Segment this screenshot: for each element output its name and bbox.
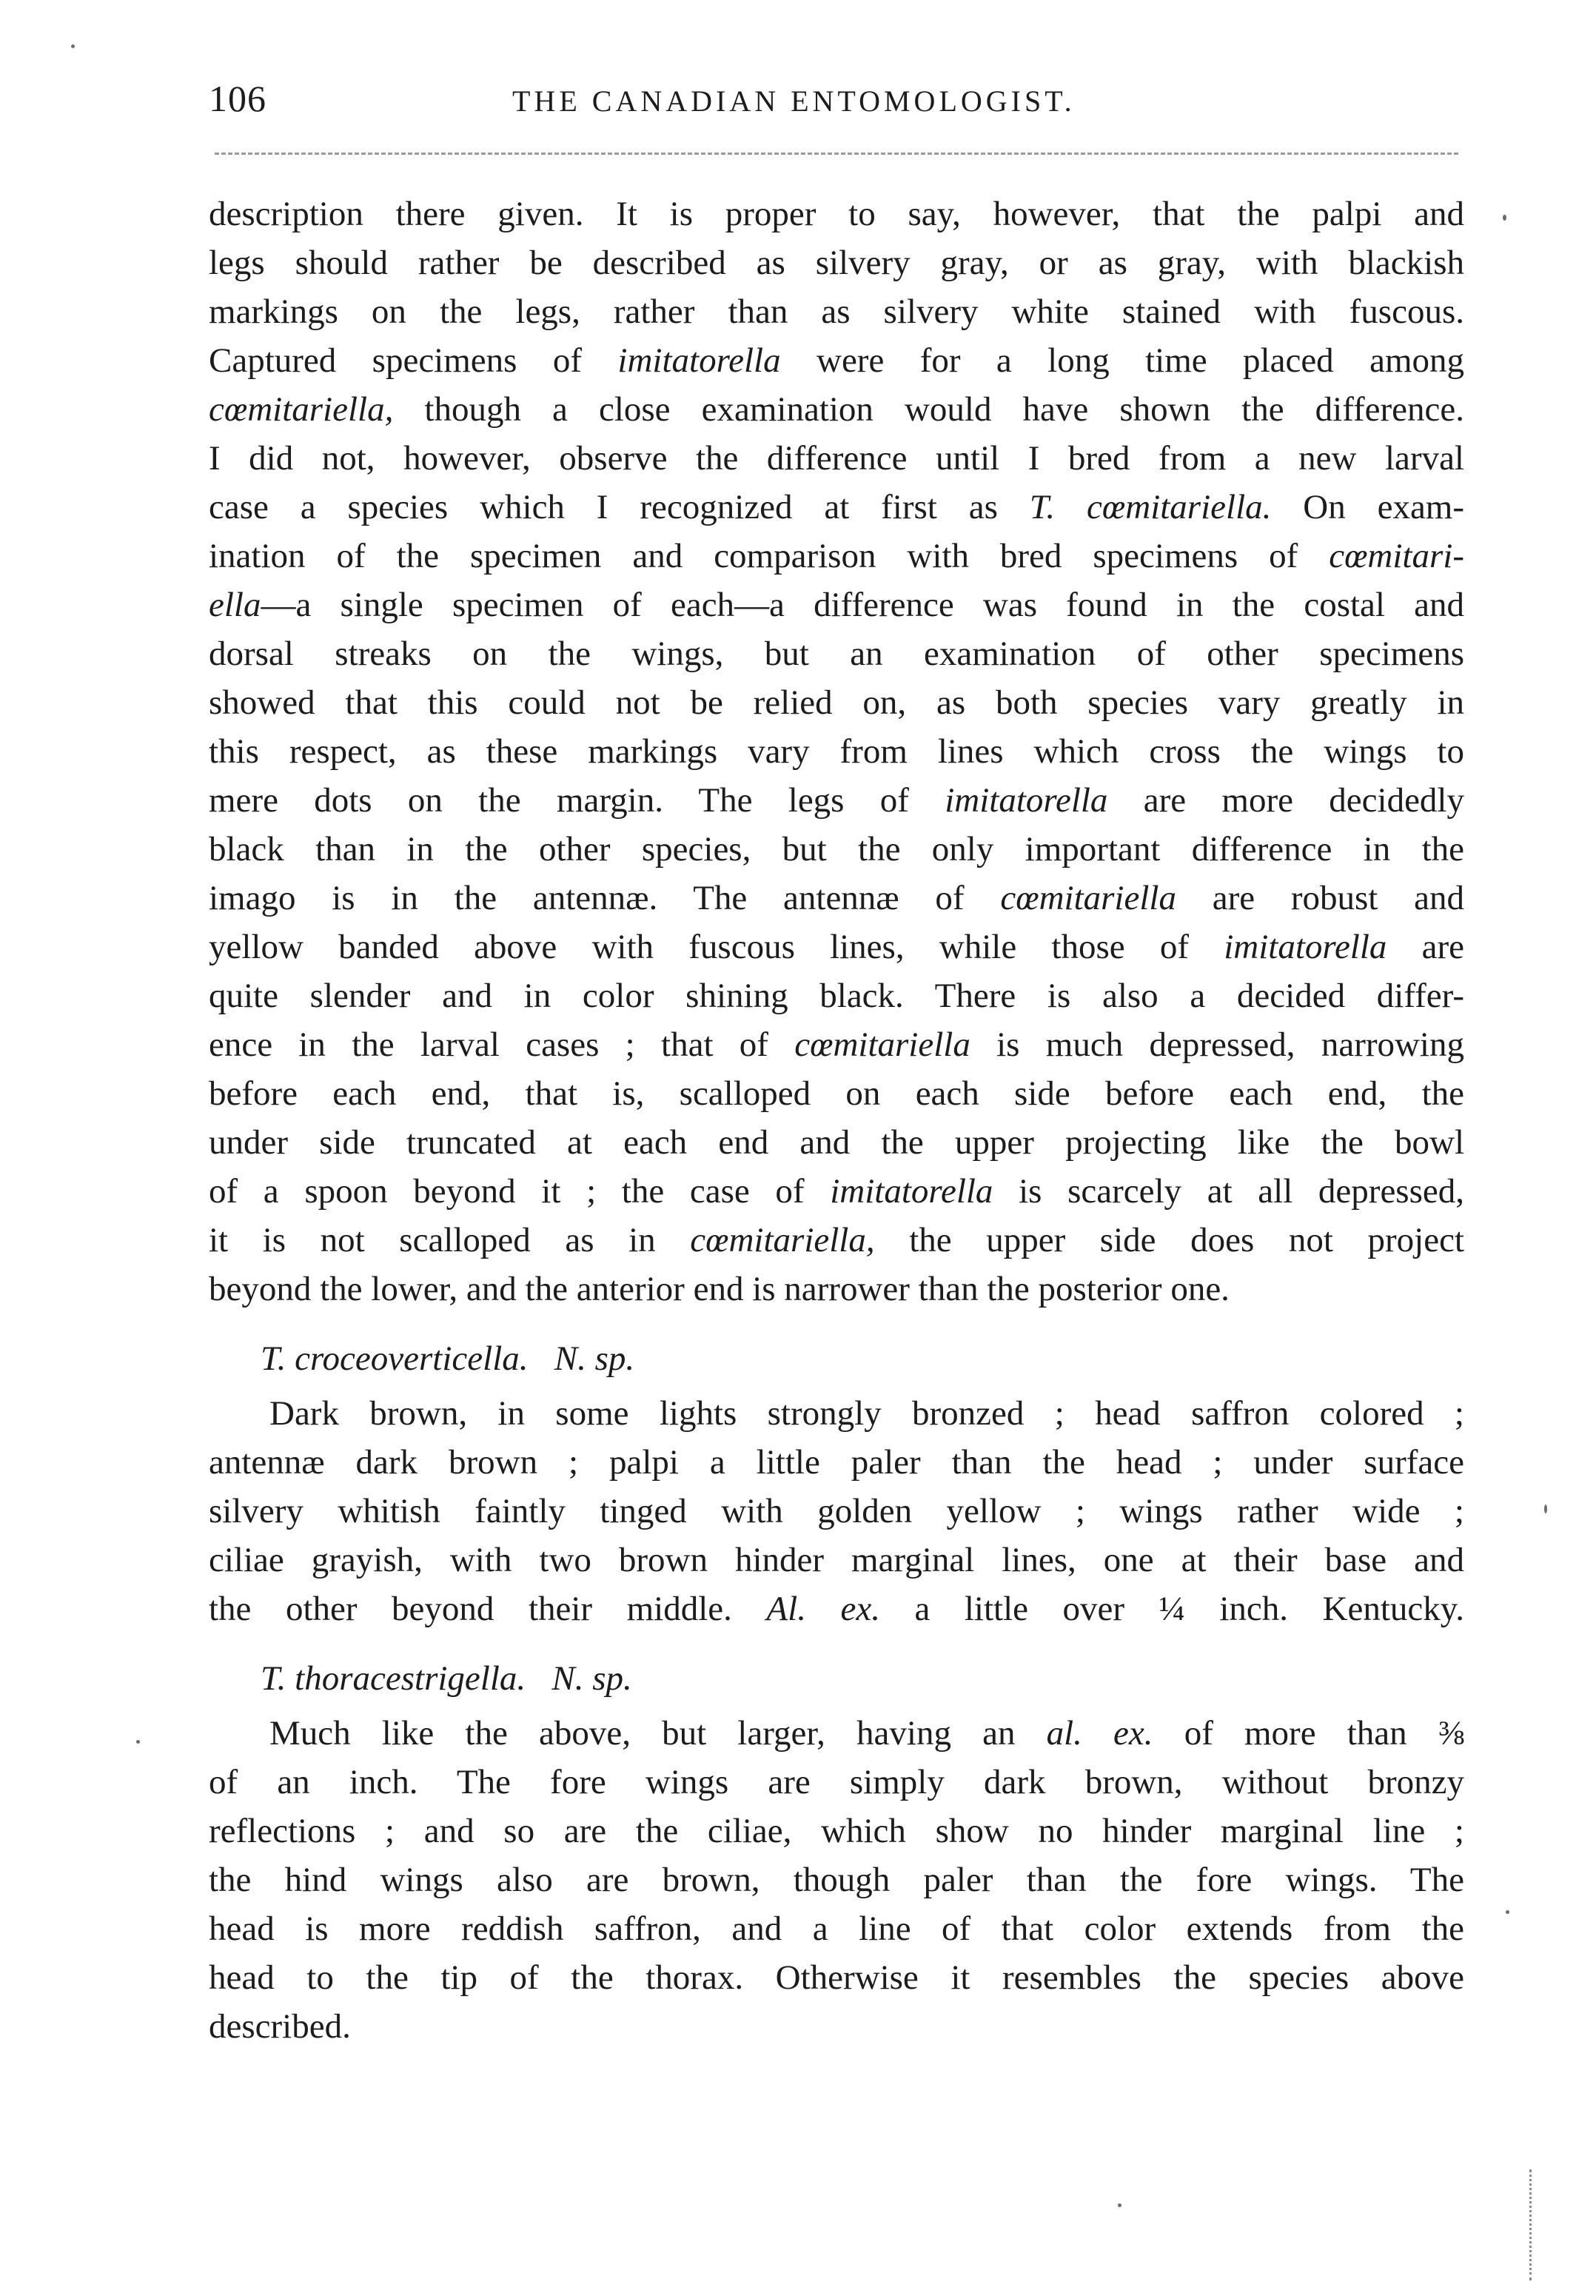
text-line: ination of the specimen and comparison with bred specimens of cœmitari- <box>209 537 1464 575</box>
species-name: imitatorella <box>617 341 781 380</box>
species-name: ella <box>209 586 261 624</box>
text-line: head is more reddish saffron, and a line of that color extends from the <box>209 1910 1464 1948</box>
scan-speck <box>1118 2203 1121 2207</box>
text-line: it is not scalloped as in cœmitariella, the upper side does not project <box>209 1221 1464 1259</box>
species-name: imitatorella <box>1224 928 1387 966</box>
section-gap <box>209 1633 1464 1654</box>
species-name: imitatorella <box>830 1172 993 1211</box>
species-name: cœmitariella, <box>209 390 394 429</box>
species-name: cœmitariella <box>1000 879 1176 917</box>
text-line: mere dots on the margin. The legs of imitatorella are more decidedly <box>209 781 1464 820</box>
body-text <box>209 190 1464 2051</box>
scan-speck <box>1506 1910 1509 1914</box>
text-line: quite slender and in color shining black. There is also a decided differ- <box>209 977 1464 1015</box>
text-line: Much like the above, but larger, having an al. ex. of more than ⅜ <box>269 1714 1465 1753</box>
text-line: showed that this could not be relied on, as both species vary greatly in <box>209 683 1464 722</box>
running-head <box>209 73 1464 124</box>
scan-speck <box>1544 1505 1547 1513</box>
species-heading-sp: N. sp. <box>554 1339 635 1378</box>
scan-speck <box>1503 215 1506 221</box>
text-line: dorsal streaks on the wings, but an examination of other specimens <box>209 635 1464 673</box>
text-line: black than in the other species, but the only important difference in the <box>209 830 1464 868</box>
text-line: beyond the lower, and the anterior end is narrower than the posterior one. <box>209 1270 1230 1308</box>
species-heading-sp: N. sp. <box>551 1659 632 1698</box>
species-name: cœmitariella, <box>690 1221 875 1259</box>
text-line: description there given. It is proper to say, however, that the palpi and <box>209 195 1464 233</box>
header-rule <box>215 153 1458 155</box>
species-name: imitatorella <box>945 781 1108 820</box>
text-line: under side truncated at each end and the upper projecting like the bowl <box>209 1123 1464 1162</box>
text-line: legs should rather be described as silvery gray, or as gray, with blackish <box>209 244 1464 282</box>
journal-title: THE CANADIAN ENTOMOLOGIST. <box>512 84 1076 118</box>
page-number: 106 <box>209 78 266 119</box>
scan-edge-artifact <box>1529 2169 1535 2280</box>
text-line: ciliae grayish, with two brown hinder marginal lines, one at their base and <box>209 1541 1464 1579</box>
text-line: ence in the larval cases ; that of cœmitariella is much depressed, narrowing <box>209 1025 1464 1064</box>
text-line: this respect, as these markings vary from lines which cross the wings to <box>209 732 1464 771</box>
text-line: Captured specimens of imitatorella were for a long time placed among <box>209 341 1464 380</box>
species-name: T. cœmitariella. <box>1029 488 1272 526</box>
text-line: reflections ; and so are the ciliae, which show no hinder marginal line ; <box>209 1812 1464 1850</box>
abbreviation: al. ex. <box>1046 1714 1153 1753</box>
species-name: cœmitariella <box>794 1025 970 1064</box>
text-line: of an inch. The fore wings are simply dark brown, without bronzy <box>209 1763 1464 1801</box>
scan-speck <box>136 1740 140 1744</box>
scan-speck <box>71 44 75 48</box>
text-line: silvery whitish faintly tinged with golden yellow ; wings rather wide ; <box>209 1492 1464 1530</box>
text-line: ella—a single specimen of each—a difference was found in the costal and <box>209 586 1464 624</box>
section-gap <box>209 1383 1464 1389</box>
section-gap <box>209 1313 1464 1334</box>
text-line: before each end, that is, scalloped on each side before each end, the <box>209 1074 1464 1113</box>
species-name: cœmitari- <box>1329 537 1464 575</box>
text-line: markings on the legs, rather than as silvery white stained with fuscous. <box>209 292 1464 331</box>
text-line: imago is in the antennæ. The antennæ of cœmitariella are robust and <box>209 879 1465 917</box>
section-gap <box>209 1703 1464 1709</box>
species-heading-name: T. croceoverticella. <box>261 1339 529 1378</box>
text-line: the other beyond their middle. Al. ex. a little over ¼ inch. Kentucky. <box>209 1590 1464 1628</box>
species-heading <box>209 1654 1464 1703</box>
species-heading <box>209 1334 1464 1383</box>
text-line: cœmitariella, though a close examination would have shown the difference. <box>209 390 1464 429</box>
text-line: I did not, however, observe the difference until I bred from a new larval <box>209 439 1464 478</box>
text-line: described. <box>209 2007 351 2046</box>
text-line: of a spoon beyond it ; the case of imitatorella is scarcely at all depressed, <box>209 1172 1464 1211</box>
species-heading-name: T. thoracestrigella. <box>261 1659 526 1698</box>
text-line: case a species which I recognized at first as T. cœmitariella. On exam- <box>209 488 1465 526</box>
text-line: antennæ dark brown ; palpi a little paler than the head ; under surface <box>209 1443 1464 1482</box>
text-line: yellow banded above with fuscous lines, while those of imitatorella are <box>209 928 1465 966</box>
text-line: head to the tip of the thorax. Otherwise it resembles the species above <box>209 1958 1464 1997</box>
text-line: Dark brown, in some lights strongly bronzed ; head saffron colored ; <box>269 1394 1464 1433</box>
abbreviation: Al. ex. <box>766 1590 880 1628</box>
text-line: the hind wings also are brown, though paler than the fore wings. The <box>209 1861 1464 1899</box>
